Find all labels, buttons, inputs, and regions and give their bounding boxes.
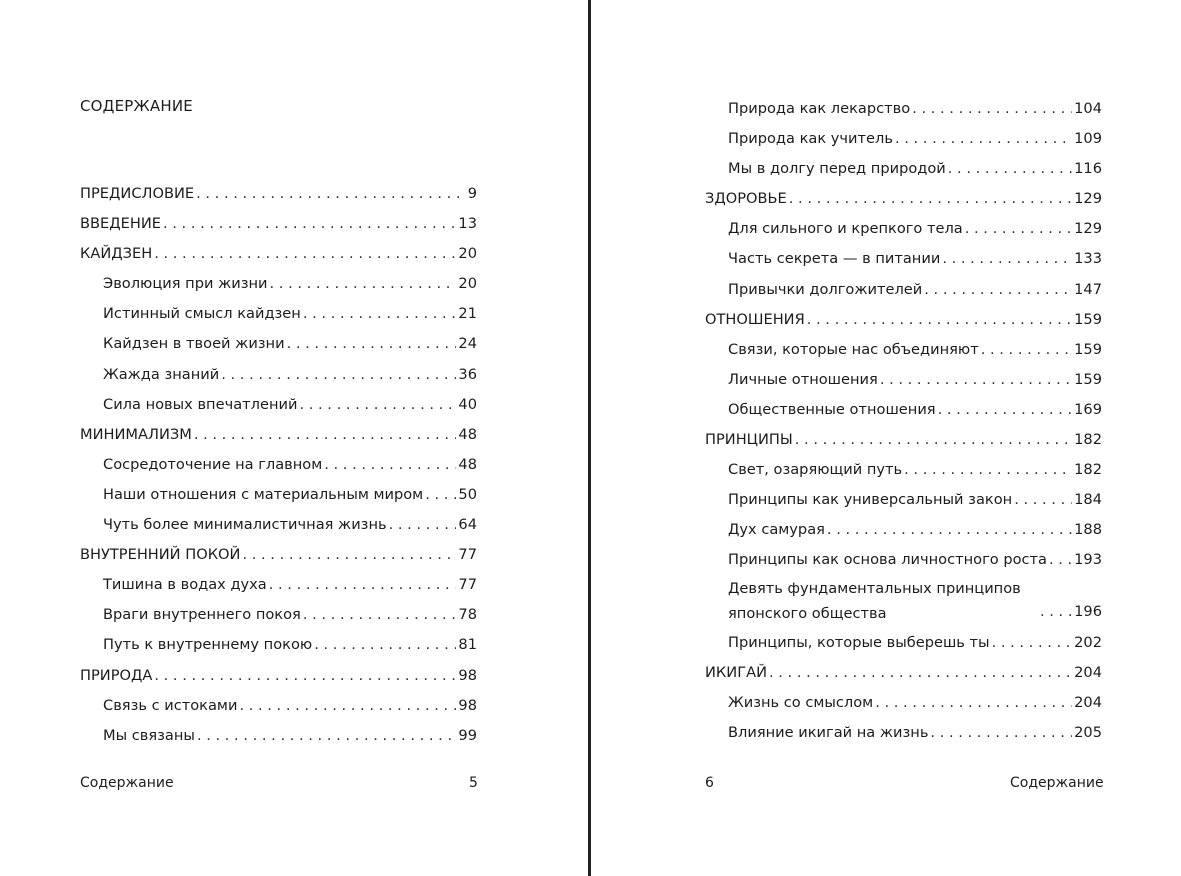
toc-entry-title: ВНУТРЕННИЙ ПОКОЙ xyxy=(80,546,241,564)
toc-subentry xyxy=(80,390,477,420)
toc-entry-title: ОТНОШЕНИЯ xyxy=(705,310,805,328)
dot-leader xyxy=(827,515,1072,545)
toc-entry-page-number: 40 xyxy=(458,395,477,413)
toc-entry-title: Сила новых впечатлений xyxy=(103,395,298,413)
toc-entry-page-number: 188 xyxy=(1074,521,1102,539)
toc-entry-title: Враги внутреннего покоя xyxy=(103,606,301,624)
toc-entry-title: Связь с истоками xyxy=(103,696,238,714)
toc-entry-page-number: 204 xyxy=(1074,663,1102,681)
toc-subentry xyxy=(705,395,1102,425)
toc-subentry xyxy=(80,691,477,721)
toc-section-entry xyxy=(705,658,1102,688)
toc-entry-title: Путь к внутреннему покою xyxy=(103,636,313,654)
toc-entry-page-number: 129 xyxy=(1074,220,1102,238)
toc-entry-title: МИНИМАЛИЗМ xyxy=(80,425,192,443)
dot-leader xyxy=(303,299,457,329)
toc-subentry xyxy=(705,154,1102,184)
dot-leader xyxy=(303,600,457,630)
toc-entry-page-number: 48 xyxy=(458,425,477,443)
toc-subentry xyxy=(705,628,1102,658)
dot-leader xyxy=(197,721,456,751)
toc-entry-title: Привычки долгожителей xyxy=(728,280,923,298)
toc-entry-page-number: 77 xyxy=(458,546,477,564)
toc-entry-page-number: 81 xyxy=(458,636,477,654)
toc-subentry xyxy=(80,480,477,510)
dot-leader xyxy=(299,390,456,420)
toc-entry-page-number: 147 xyxy=(1074,280,1102,298)
dot-leader xyxy=(154,239,456,269)
dot-leader xyxy=(389,510,457,540)
toc-entry-page-number: 159 xyxy=(1074,370,1102,388)
toc-subentry xyxy=(80,510,477,540)
toc-subentry xyxy=(705,214,1102,244)
dot-leader xyxy=(875,688,1072,718)
toc-entry-title: Природа как учитель xyxy=(728,130,893,148)
dot-leader xyxy=(242,540,456,570)
toc-entry-title: Личные отношения xyxy=(728,370,878,388)
toc-entry-title: Природа как лекарство xyxy=(728,100,911,117)
toc-subentry xyxy=(705,335,1102,365)
toc-section-entry xyxy=(705,425,1102,455)
dot-leader xyxy=(992,628,1073,658)
dot-leader xyxy=(930,718,1072,748)
dot-leader xyxy=(769,658,1072,688)
toc-subentry xyxy=(705,94,1102,124)
toc-list-left xyxy=(80,179,477,751)
dot-leader xyxy=(1014,485,1072,515)
toc-entry-page-number: 36 xyxy=(458,365,477,383)
toc-subentry xyxy=(705,545,1102,575)
toc-entry-page-number: 98 xyxy=(458,696,477,714)
toc-entry-title: Эволюция при жизни xyxy=(103,275,268,293)
dot-leader xyxy=(924,275,1072,305)
toc-entry-title: Истинный смысл кайдзен xyxy=(103,305,301,323)
toc-entry-page-number: 159 xyxy=(1074,310,1102,328)
toc-entry-title: Сосредоточение на главном xyxy=(103,455,323,473)
toc-entry-page-number: 98 xyxy=(458,666,477,684)
toc-entry-title: Жажда знаний xyxy=(103,365,220,383)
toc-entry-page-number: 205 xyxy=(1074,723,1102,741)
toc-entry-title: ПРИНЦИПЫ xyxy=(705,431,793,449)
toc-entry-title: Девять фундаментальных принципов японского общества xyxy=(728,579,1021,622)
toc-entry-title: Для сильного и крепкого тела xyxy=(728,220,963,238)
toc-entry-title: Свет, озаряющий путь xyxy=(728,461,903,479)
footer-label-right: Содержание xyxy=(1010,775,1104,791)
footer-label-left: Содержание xyxy=(80,775,174,791)
toc-entry-page-number: 77 xyxy=(458,576,477,594)
toc-list-right xyxy=(705,94,1102,748)
toc-subentry xyxy=(80,570,477,600)
toc-subentry xyxy=(705,124,1102,154)
toc-section-entry xyxy=(80,179,477,209)
toc-entry-page-number: 169 xyxy=(1074,400,1102,418)
toc-entry-page-number: 196 xyxy=(1074,603,1102,621)
right-page xyxy=(591,0,1181,876)
toc-entry-page-number: 20 xyxy=(458,275,477,293)
toc-section-entry xyxy=(705,184,1102,214)
toc-entry-page-number: 109 xyxy=(1074,130,1102,148)
toc-entry-page-number: 64 xyxy=(458,516,477,534)
toc-section-entry xyxy=(705,305,1102,335)
toc-entry-page-number: 99 xyxy=(458,726,477,744)
dot-leader xyxy=(163,209,456,239)
toc-entry-title: Часть секрета — в питании xyxy=(728,250,941,268)
dot-leader xyxy=(269,570,457,600)
toc-entry-title: Мы в долгу перед природой xyxy=(728,160,946,178)
toc-entry-title: ИКИГАЙ xyxy=(705,663,767,681)
toc-entry-title: КАЙДЗЕН xyxy=(80,245,153,263)
toc-section-entry xyxy=(80,661,477,691)
toc-subentry xyxy=(705,244,1102,274)
toc-section-entry xyxy=(80,239,477,269)
toc-entry-title: ПРИРОДА xyxy=(80,666,153,684)
dot-leader xyxy=(154,661,456,691)
toc-entry-title: Принципы, которые выберешь ты xyxy=(728,633,990,651)
dot-leader xyxy=(795,425,1072,455)
toc-entry-page-number: 13 xyxy=(458,215,477,233)
dot-leader xyxy=(880,365,1072,395)
dot-leader xyxy=(314,630,456,660)
toc-subentry xyxy=(705,485,1102,515)
toc-subentry xyxy=(705,515,1102,545)
toc-entry-page-number: 202 xyxy=(1074,633,1102,651)
dot-leader xyxy=(1049,545,1072,575)
toc-entry-title: Чуть более минималистичная жизнь xyxy=(103,516,387,534)
toc-subentry xyxy=(80,360,477,390)
toc-subentry xyxy=(80,450,477,480)
toc-subentry xyxy=(705,455,1102,485)
dot-leader xyxy=(895,124,1072,154)
toc-entry-page-number: 48 xyxy=(458,455,477,473)
dot-leader xyxy=(425,480,456,510)
toc-entry-title: Мы связаны xyxy=(103,726,195,744)
toc-entry-page-number: 9 xyxy=(467,185,477,202)
dot-leader xyxy=(1040,597,1072,627)
toc-subentry xyxy=(80,600,477,630)
toc-entry-title: Наши отношения с материальным миром xyxy=(103,485,424,503)
toc-section-entry xyxy=(80,209,477,239)
dot-leader xyxy=(239,691,456,721)
dot-leader xyxy=(324,450,456,480)
left-page xyxy=(0,0,588,876)
dot-leader xyxy=(904,455,1072,485)
toc-entry-title: Общественные отношения xyxy=(728,400,936,418)
toc-subentry xyxy=(80,721,477,751)
toc-subentry xyxy=(80,630,477,660)
toc-entry-title: Связи, которые нас объединяют xyxy=(728,340,979,358)
toc-section-entry xyxy=(80,420,477,450)
dot-leader xyxy=(981,335,1072,365)
dot-leader xyxy=(221,360,456,390)
toc-entry-title: Кайдзен в твоей жизни xyxy=(103,335,285,353)
toc-entry-title: Принципы как основа личностного роста xyxy=(728,551,1047,569)
toc-entry-page-number: 24 xyxy=(458,335,477,353)
page-number-left: 5 xyxy=(469,775,478,791)
toc-subentry xyxy=(705,365,1102,395)
toc-entry-page-number: 182 xyxy=(1074,431,1102,449)
toc-entry-page-number: 78 xyxy=(458,606,477,624)
dot-leader xyxy=(938,395,1073,425)
dot-leader xyxy=(965,214,1072,244)
toc-entry-page-number: 184 xyxy=(1074,491,1102,509)
toc-entry-page-number: 129 xyxy=(1074,190,1102,208)
toc-subentry xyxy=(705,718,1102,748)
toc-entry-title: Тишина в водах духа xyxy=(103,576,267,594)
dot-leader xyxy=(287,329,457,359)
toc-entry-title: ПРЕДИСЛОВИЕ xyxy=(80,185,195,202)
dot-leader xyxy=(948,154,1072,184)
toc-entry-page-number: 159 xyxy=(1074,340,1102,358)
dot-leader xyxy=(194,420,457,450)
dot-leader xyxy=(912,94,1072,124)
toc-entry-title: Влияние икигай на жизнь xyxy=(728,723,929,741)
dot-leader xyxy=(789,184,1072,214)
toc-entry-page-number: 50 xyxy=(458,485,477,503)
toc-entry-title: Дух самурая xyxy=(728,521,825,539)
toc-subentry xyxy=(705,275,1102,305)
toc-subentry xyxy=(705,576,1102,628)
toc-subentry xyxy=(705,688,1102,718)
toc-entry-page-number: 193 xyxy=(1074,551,1102,569)
dot-leader xyxy=(196,179,466,209)
dot-leader xyxy=(942,244,1072,274)
toc-entry-title: Жизнь со смыслом xyxy=(728,693,874,711)
toc-entry-title: ЗДОРОВЬЕ xyxy=(705,190,787,208)
toc-entry-page-number: 204 xyxy=(1074,693,1102,711)
toc-section-entry xyxy=(80,540,477,570)
toc-title: СОДЕРЖАНИЕ xyxy=(80,97,193,115)
toc-subentry xyxy=(80,299,477,329)
toc-entry-page-number: 116 xyxy=(1074,160,1102,178)
toc-entry-title: Принципы как универсальный закон xyxy=(728,491,1013,509)
page-number-right: 6 xyxy=(705,775,714,791)
toc-subentry xyxy=(80,269,477,299)
dot-leader xyxy=(270,269,457,299)
toc-subentry xyxy=(80,329,477,359)
toc-entry-page-number: 104 xyxy=(1074,100,1102,117)
toc-entry-page-number: 133 xyxy=(1074,250,1102,268)
toc-entry-page-number: 21 xyxy=(458,305,477,323)
toc-entry-page-number: 20 xyxy=(458,245,477,263)
dot-leader xyxy=(807,305,1072,335)
toc-entry-page-number: 182 xyxy=(1074,461,1102,479)
toc-entry-title: ВВЕДЕНИЕ xyxy=(80,215,161,233)
